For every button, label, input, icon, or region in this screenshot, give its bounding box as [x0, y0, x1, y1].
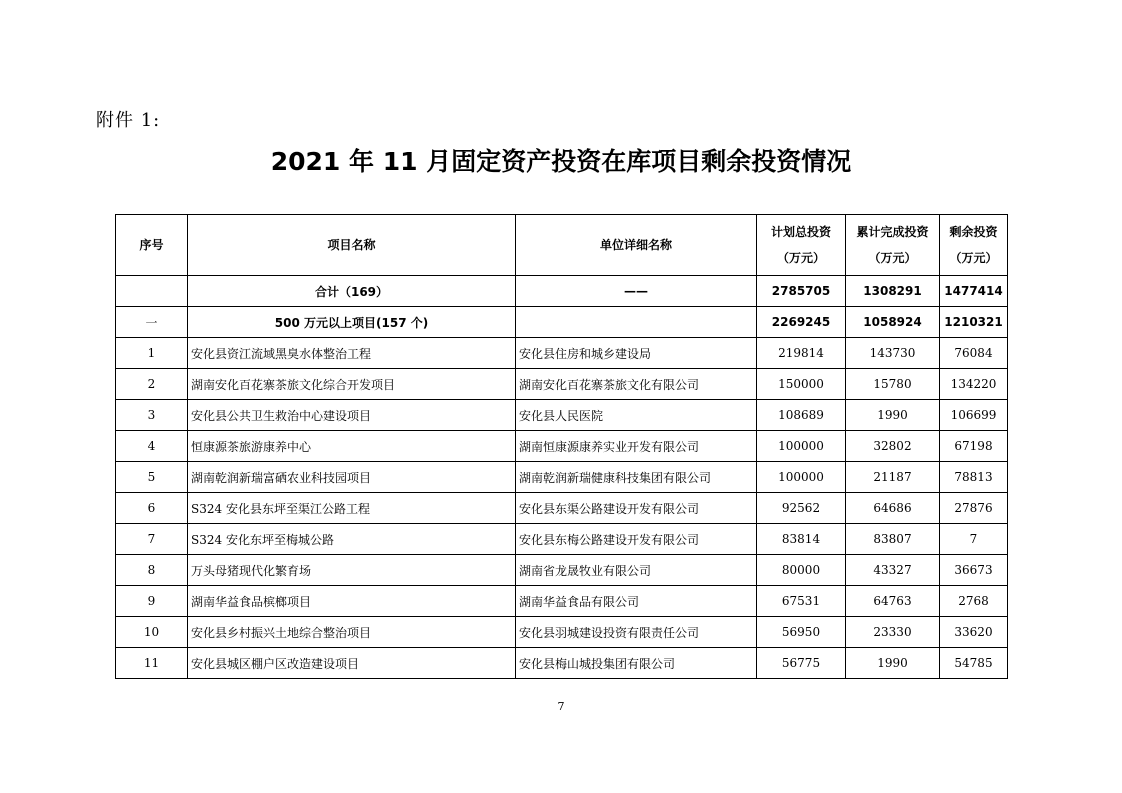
- header-unit-name: 单位详细名称: [516, 215, 757, 276]
- row-done: 21187: [846, 462, 940, 493]
- row-plan: 219814: [757, 338, 846, 369]
- row-plan: 108689: [757, 400, 846, 431]
- row-seq: 9: [116, 586, 188, 617]
- row-seq: 5: [116, 462, 188, 493]
- row-remain: 106699: [940, 400, 1008, 431]
- row-unit-name: 安化县东梅公路建设开发有限公司: [516, 524, 757, 555]
- total-label: 合计（169）: [188, 276, 516, 307]
- row-remain: 7: [940, 524, 1008, 555]
- row-project-name: 安化县公共卫生救治中心建设项目: [188, 400, 516, 431]
- row-seq: 8: [116, 555, 188, 586]
- table-row: [116, 400, 1008, 431]
- row-plan: 92562: [757, 493, 846, 524]
- total-done: 1308291: [846, 276, 940, 307]
- row-remain: 27876: [940, 493, 1008, 524]
- row-remain: 134220: [940, 369, 1008, 400]
- row-remain: 78813: [940, 462, 1008, 493]
- row-plan: 80000: [757, 555, 846, 586]
- row-unit-name: 安化县人民医院: [516, 400, 757, 431]
- section-label: 500 万元以上项目(157 个): [188, 307, 516, 338]
- table-row: [116, 555, 1008, 586]
- header-completed-investment: 累计完成投资（万元）: [846, 215, 940, 276]
- row-done: 64686: [846, 493, 940, 524]
- row-seq: 3: [116, 400, 188, 431]
- section-unit: [516, 307, 757, 338]
- row-seq: 11: [116, 648, 188, 679]
- row-project-name: 恒康源茶旅游康养中心: [188, 431, 516, 462]
- row-done: 15780: [846, 369, 940, 400]
- row-seq: 2: [116, 369, 188, 400]
- row-project-name: 安化县城区棚户区改造建设项目: [188, 648, 516, 679]
- table-row: [116, 524, 1008, 555]
- row-plan: 100000: [757, 462, 846, 493]
- total-plan: 2785705: [757, 276, 846, 307]
- row-project-name: 安化县乡村振兴土地综合整治项目: [188, 617, 516, 648]
- row-unit-name: 湖南省龙晟牧业有限公司: [516, 555, 757, 586]
- row-plan: 56950: [757, 617, 846, 648]
- row-project-name: 安化县资江流域黑臭水体整治工程: [188, 338, 516, 369]
- row-done: 143730: [846, 338, 940, 369]
- table-row: [116, 493, 1008, 524]
- table-row: [116, 431, 1008, 462]
- row-project-name: 湖南华益食品槟榔项目: [188, 586, 516, 617]
- row-plan: 67531: [757, 586, 846, 617]
- row-remain: 54785: [940, 648, 1008, 679]
- table-row: [116, 617, 1008, 648]
- row-unit-name: 湖南安化百花寨茶旅文化有限公司: [516, 369, 757, 400]
- row-project-name: 万头母猪现代化繁育场: [188, 555, 516, 586]
- row-remain: 36673: [940, 555, 1008, 586]
- total-seq: [116, 276, 188, 307]
- row-done: 1990: [846, 648, 940, 679]
- table-row: [116, 462, 1008, 493]
- section-remain: 1210321: [940, 307, 1008, 338]
- row-plan: 150000: [757, 369, 846, 400]
- row-project-name: S324 安化东坪至梅城公路: [188, 524, 516, 555]
- header-remaining-investment: 剩余投资（万元）: [940, 215, 1008, 276]
- row-remain: 2768: [940, 586, 1008, 617]
- section-done: 1058924: [846, 307, 940, 338]
- table-header-row: [116, 215, 1008, 276]
- row-remain: 76084: [940, 338, 1008, 369]
- row-unit-name: 安化县羽城建设投资有限责任公司: [516, 617, 757, 648]
- header-seq: 序号: [116, 215, 188, 276]
- page-title: 2021 年 11 月固定资产投资在库项目剩余投资情况: [270, 147, 852, 176]
- table-row: [116, 369, 1008, 400]
- row-done: 32802: [846, 431, 940, 462]
- total-remain: 1477414: [940, 276, 1008, 307]
- row-unit-name: 湖南恒康源康养实业开发有限公司: [516, 431, 757, 462]
- table-row: [116, 586, 1008, 617]
- row-done: 1990: [846, 400, 940, 431]
- row-plan: 83814: [757, 524, 846, 555]
- header-planned-investment: 计划总投资（万元）: [757, 215, 846, 276]
- row-done: 64763: [846, 586, 940, 617]
- row-unit-name: 安化县梅山城投集团有限公司: [516, 648, 757, 679]
- row-remain: 33620: [940, 617, 1008, 648]
- section-seq: 一: [116, 307, 188, 338]
- row-plan: 56775: [757, 648, 846, 679]
- page-number: 7: [557, 700, 565, 713]
- section-plan: 2269245: [757, 307, 846, 338]
- row-seq: 1: [116, 338, 188, 369]
- row-project-name: S324 安化县东坪至渠江公路工程: [188, 493, 516, 524]
- header-project-name: 项目名称: [188, 215, 516, 276]
- row-done: 43327: [846, 555, 940, 586]
- row-project-name: 湖南安化百花寨茶旅文化综合开发项目: [188, 369, 516, 400]
- row-remain: 67198: [940, 431, 1008, 462]
- total-unit: ——: [516, 276, 757, 307]
- investment-table: [115, 214, 1008, 679]
- total-row: [116, 276, 1008, 307]
- row-unit-name: 湖南乾润新瑞健康科技集团有限公司: [516, 462, 757, 493]
- table-row: [116, 648, 1008, 679]
- row-done: 83807: [846, 524, 940, 555]
- table-row: [116, 338, 1008, 369]
- row-unit-name: 安化县住房和城乡建设局: [516, 338, 757, 369]
- row-seq: 4: [116, 431, 188, 462]
- row-seq: 10: [116, 617, 188, 648]
- row-plan: 100000: [757, 431, 846, 462]
- row-unit-name: 安化县东渠公路建设开发有限公司: [516, 493, 757, 524]
- row-seq: 6: [116, 493, 188, 524]
- row-done: 23330: [846, 617, 940, 648]
- row-unit-name: 湖南华益食品有限公司: [516, 586, 757, 617]
- attachment-label: 附件 1:: [96, 110, 161, 131]
- row-project-name: 湖南乾润新瑞富硒农业科技园项目: [188, 462, 516, 493]
- section-row: [116, 307, 1008, 338]
- row-seq: 7: [116, 524, 188, 555]
